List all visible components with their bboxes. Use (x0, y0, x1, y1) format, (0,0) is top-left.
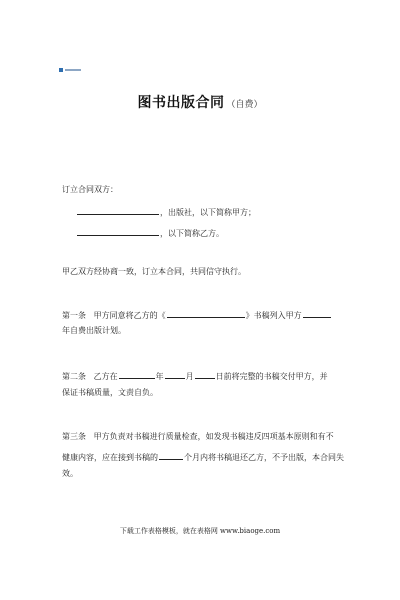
article-3-text-line-2-pre: 健康内容，应在接到书稿的 (62, 453, 158, 462)
title-block (0, 92, 400, 112)
article-2-text-pre: 乙方在 (93, 372, 118, 381)
party-b-suffix: ，以下简称乙方。 (160, 229, 224, 238)
article-2-year-text: 年 (155, 372, 164, 381)
logo-mark (59, 68, 63, 72)
party-a-suffix: ，出版社，以下简称甲方； (160, 208, 256, 217)
article-3-line-2 (62, 451, 344, 464)
article-2-text-line-2: 保证书稿质量，文责自负。 (62, 388, 158, 397)
agreement-text: 甲乙双方经协商一致，订立本合同，共同信守执行。 (62, 267, 246, 276)
article-3-text-line-3: 效。 (62, 469, 78, 478)
agreement-line (62, 266, 246, 278)
page-title: 图书出版合同 (137, 95, 225, 111)
article-3-label: 第三条 (62, 432, 86, 441)
logo-bar (65, 69, 81, 71)
document-logo-icon (59, 67, 81, 72)
article-2-label: 第二条 (62, 372, 86, 381)
page-subtitle: （自费） (226, 100, 263, 110)
party-a-line (76, 206, 256, 219)
delivery-year-blank[interactable] (119, 370, 155, 379)
parties-heading-text: 订立合同双方： (62, 185, 118, 194)
article-3-text-line-2-post: 个月内将书稿退还乙方，不予出版，本合同失 (184, 453, 344, 462)
article-3-text-line-1: 甲方负责对书稿进行质量检查，如发现书稿违反四项基本原则和有不 (93, 432, 334, 441)
article-2-day-text: 日前将完整的书稿交付甲方，并 (215, 372, 328, 381)
article-2-month-text: 月 (185, 372, 194, 381)
article-3-line-1 (62, 431, 334, 443)
article-1-text-line-2: 年自费出版计划。 (62, 326, 126, 335)
article-1-label: 第一条 (62, 311, 86, 320)
article-1-text-pre: 甲方同意将乙方的《 (93, 311, 166, 320)
footer-text: 下载工作表格模板，就在表格网 www.biaoge.com (119, 527, 281, 535)
page-footer (0, 526, 400, 536)
party-b-name-blank[interactable] (77, 227, 159, 236)
article-2-line-1 (62, 370, 328, 383)
plan-year-blank[interactable] (303, 309, 331, 318)
party-a-name-blank[interactable] (77, 206, 159, 215)
article-1-line-1 (62, 309, 332, 322)
article-2-line-2 (62, 387, 158, 399)
party-b-line (76, 227, 224, 240)
return-months-blank[interactable] (159, 451, 183, 460)
parties-heading (62, 184, 118, 196)
article-1-text-mid: 》书稿列入甲方 (245, 311, 302, 320)
article-3-line-3 (62, 468, 78, 480)
book-title-blank[interactable] (167, 309, 245, 318)
delivery-month-blank[interactable] (165, 370, 185, 379)
article-1-line-2 (62, 325, 126, 337)
delivery-day-blank[interactable] (195, 370, 215, 379)
